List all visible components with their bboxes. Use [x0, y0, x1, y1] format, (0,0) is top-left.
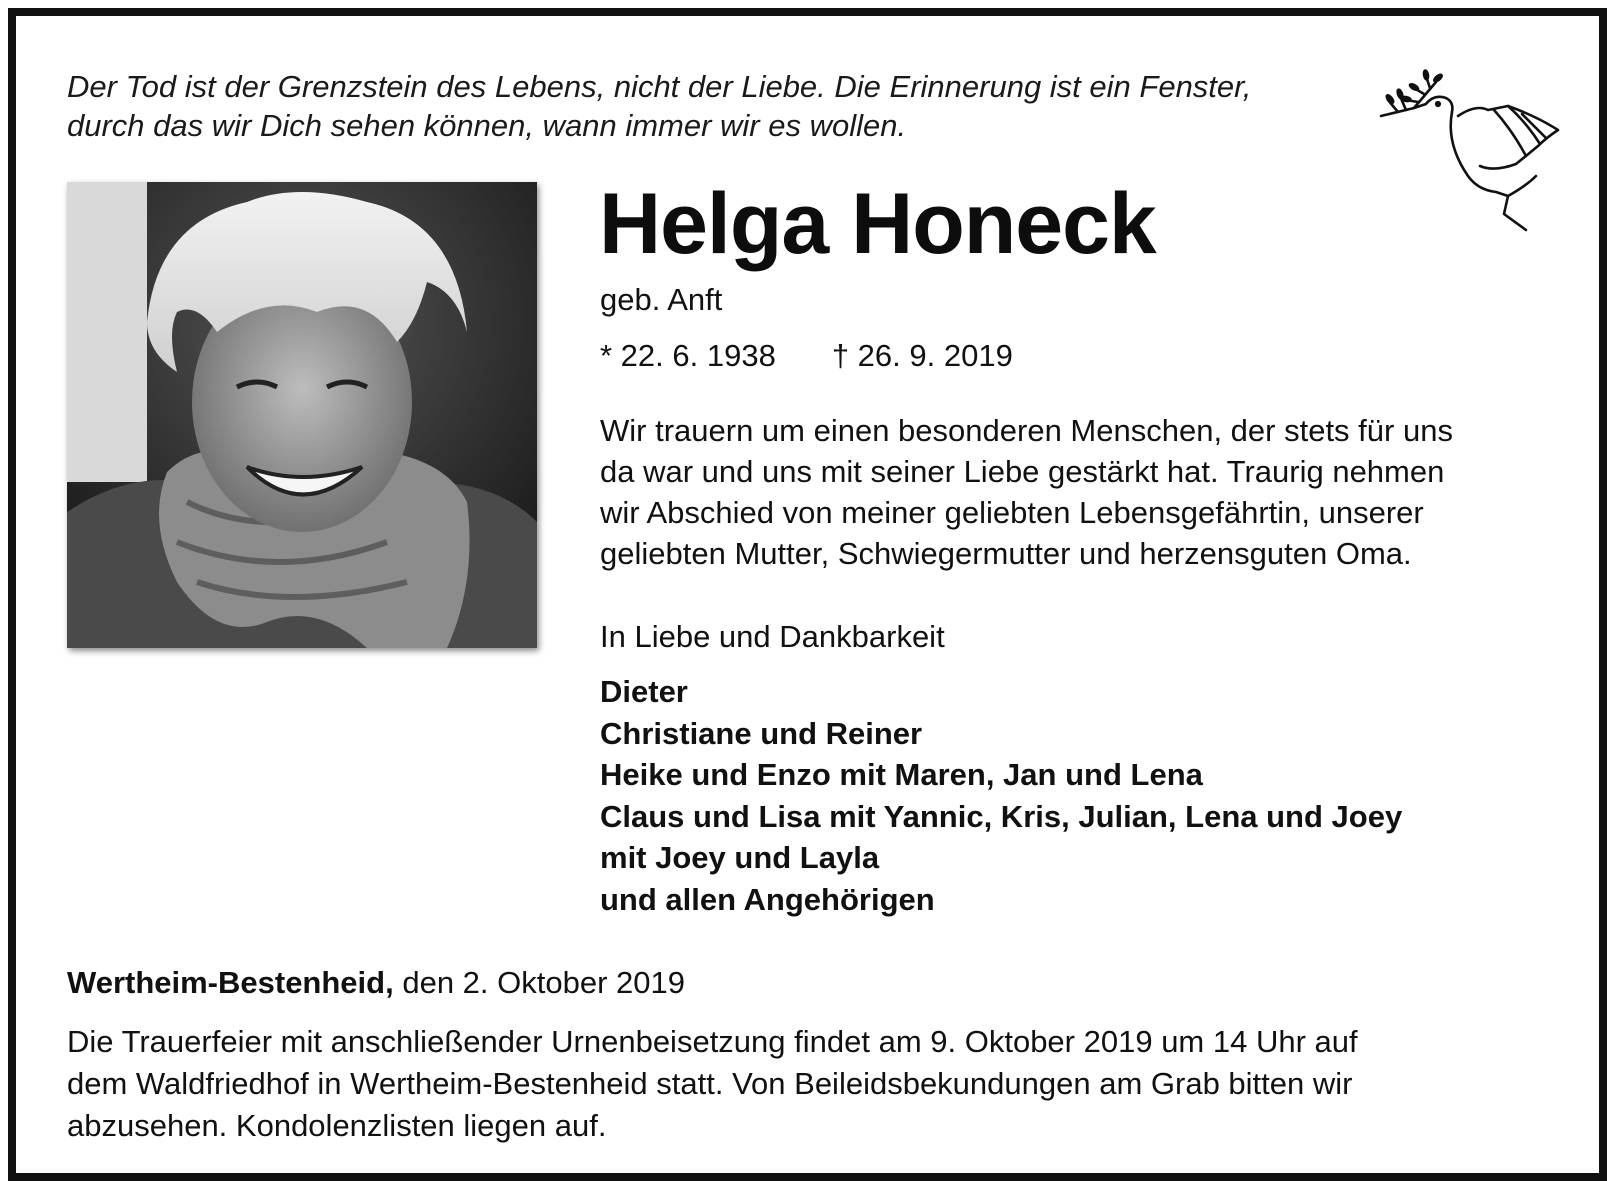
birth-date: * 22. 6. 1938 — [600, 338, 776, 373]
mourner-line: Christiane und Reiner — [600, 715, 923, 751]
service-line: dem Waldfriedhof in Wertheim-Bestenheid statt. Von Beileidsbekundungen am Grab bitten wir — [67, 1066, 1353, 1101]
mourner-line: Dieter — [600, 674, 688, 709]
quote-line: durch das wir Dich sehen können, wann immer wir es wollen. — [67, 108, 907, 143]
maiden-name: geb. Anft — [600, 282, 723, 317]
mourner-line: mit Joey und Layla — [600, 840, 880, 875]
date: den 2. Oktober 2019 — [402, 965, 685, 1000]
portrait-photo — [67, 182, 537, 648]
obituary-frame — [8, 8, 1607, 1181]
service-line: abzusehen. Kondolenzlisten liegen auf. — [67, 1108, 607, 1143]
closing-phrase: In Liebe und Dankbarkeit — [600, 619, 945, 654]
mourner-line: und allen Angehörigen — [600, 881, 935, 917]
mourning-message — [600, 410, 1560, 574]
mourner-line: Claus und Lisa mit Yannic, Kris, Julian, Lena und Joey — [600, 798, 1403, 834]
mourner-line: Heike und Enzo mit Maren, Jan und Lena — [600, 757, 1203, 792]
service-line: Die Trauerfeier mit anschließender Urnenbeisetzung findet am 9. Oktober 2019 um 14 Uhr auf — [67, 1024, 1358, 1059]
dove-with-olive-branch-icon — [1376, 64, 1566, 244]
life-dates — [600, 336, 1013, 376]
message-line: Wir trauern um einen besonderen Menschen, der stets für uns — [600, 413, 1453, 448]
mourners-list — [600, 671, 1402, 920]
place-and-date — [67, 963, 685, 1003]
quote-line: Der Tod ist der Grenzstein des Lebens, nicht der Liebe. Die Erinnerung ist ein Fenster, — [67, 69, 1252, 104]
place: Wertheim-Bestenheid, — [67, 965, 394, 1000]
message-line: geliebten Mutter, Schwiegermutter und herzensguten Oma. — [600, 536, 1412, 571]
memorial-quote — [67, 67, 1327, 145]
message-line: wir Abschied von meiner geliebten Lebensgefährtin, unserer — [600, 495, 1424, 530]
death-date: † 26. 9. 2019 — [831, 338, 1013, 373]
deceased-name: Helga Honeck — [599, 176, 1156, 272]
message-line: da war und uns mit seiner Liebe gestärkt hat. Traurig nehmen — [600, 454, 1445, 489]
funeral-service-info — [67, 1021, 1567, 1147]
